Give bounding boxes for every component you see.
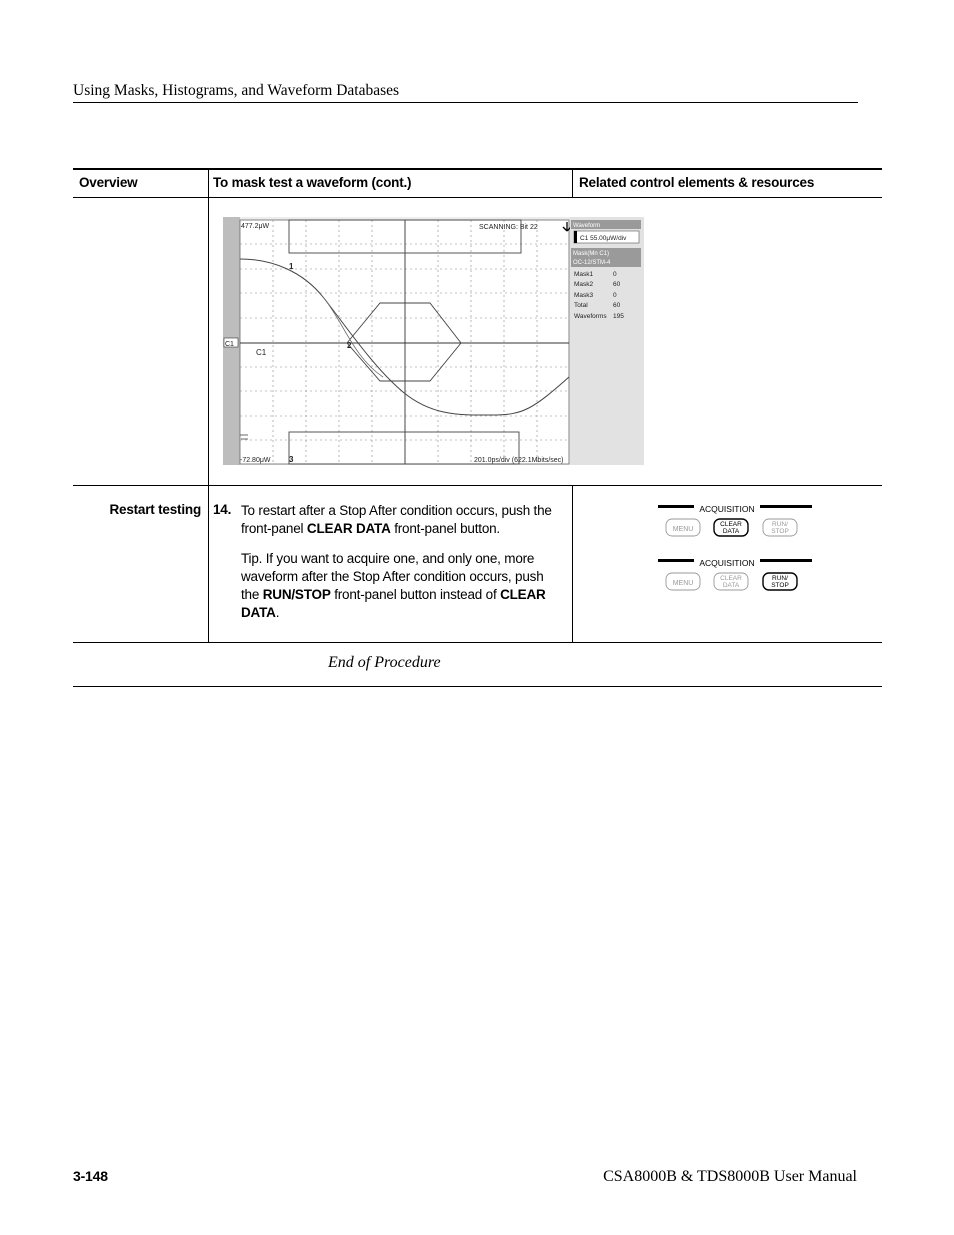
waveform-header: Waveform <box>573 223 601 229</box>
side-panel <box>570 217 644 465</box>
side-row-value: 195 <box>613 313 624 320</box>
top-left-readout: 477.2μW <box>241 223 270 230</box>
mask-label-2: 2 <box>347 341 352 350</box>
side-row-label: Total <box>574 302 588 309</box>
acquisition-panel-run-stop <box>656 556 812 598</box>
step-number: 14. <box>213 502 232 517</box>
clear-data-button[interactable] <box>714 573 748 590</box>
bottom-left-readout: -72.80μW <box>240 457 271 464</box>
channel-marker: C1 <box>225 341 234 348</box>
button-label: DATA <box>722 582 740 589</box>
page-number: 3-148 <box>73 1168 108 1184</box>
button-label: RUN/ <box>772 575 788 582</box>
run-stop-reference: RUN/STOP <box>262 587 331 602</box>
clear-data-reference: CLEAR DATA <box>241 587 546 620</box>
side-row-value: 60 <box>613 302 621 309</box>
button-label: CLEAR <box>720 575 742 582</box>
mask-header: Mask(Mn C1) <box>573 251 610 257</box>
channel-label: C1 <box>256 348 267 357</box>
mask-standard: OC-12/STM-4 <box>573 260 611 266</box>
acquisition-panel-clear-data <box>656 502 812 544</box>
side-row-label: Mask3 <box>574 292 594 299</box>
tip-text: Tip. If you want to acquire one, and only one, more waveform after the Stop After condition occurs, push the RUN/STOP front-panel button instead of CLEAR DATA. <box>241 551 546 620</box>
column-header-overview: Overview <box>79 175 138 190</box>
clear-data-reference: CLEAR DATA <box>306 521 391 536</box>
column-divider <box>208 170 209 642</box>
column-header-resources: Related control elements & resources <box>579 175 815 190</box>
run-stop-button[interactable] <box>763 519 797 536</box>
button-label: MENU <box>672 580 694 587</box>
button-label: CLEAR <box>720 521 742 528</box>
button-label: RUN/ <box>772 521 788 528</box>
mask-label-3: 3 <box>289 455 294 464</box>
side-row-value: 0 <box>613 292 617 299</box>
row-divider <box>73 485 882 486</box>
side-row-label: Mask1 <box>574 271 594 278</box>
mask-label-1: 1 <box>289 262 294 271</box>
manual-title: CSA8000B & TDS8000B User Manual <box>603 1168 857 1185</box>
step-14-text: To restart after a Stop After condition occurs, push the front-panel CLEAR DATA front-panel button. <box>241 503 552 536</box>
side-row-value: 60 <box>613 281 621 288</box>
table-bottom-rule <box>73 686 882 687</box>
table-top-rule <box>73 168 882 170</box>
panel-title: ACQUISITION <box>699 504 755 514</box>
button-label: STOP <box>771 528 789 535</box>
column-header-procedure: To mask test a waveform (cont.) <box>213 175 412 190</box>
button-label: DATA <box>722 528 740 535</box>
side-row-label: Waveforms <box>574 313 607 320</box>
running-header: Using Masks, Histograms, and Waveform Databases <box>73 82 400 99</box>
side-row-value: 0 <box>613 271 617 278</box>
side-row-label: Mask2 <box>574 281 594 288</box>
table-header-rule <box>73 197 882 198</box>
end-of-procedure: End of Procedure <box>328 654 441 671</box>
waveform-value: C1 55.00μW/div <box>580 235 627 242</box>
header-rule <box>73 102 858 103</box>
timebase-readout: 201.0ps/div (622.1Mbits/sec) <box>474 457 564 464</box>
button-label: MENU <box>672 526 694 533</box>
oscilloscope-screenshot <box>223 217 644 465</box>
panel-title: ACQUISITION <box>699 558 755 568</box>
row-divider <box>73 642 882 643</box>
button-label: STOP <box>771 582 789 589</box>
menu-button[interactable] <box>666 573 700 590</box>
status-readout: SCANNING: Bit 22 <box>479 224 538 231</box>
menu-button[interactable] <box>666 519 700 536</box>
graticule-area <box>240 220 569 464</box>
clear-data-button[interactable] <box>714 519 748 536</box>
overview-restart-testing: Restart testing <box>109 502 201 517</box>
column-divider <box>572 170 573 198</box>
run-stop-button[interactable] <box>763 573 797 590</box>
column-divider <box>572 485 573 642</box>
